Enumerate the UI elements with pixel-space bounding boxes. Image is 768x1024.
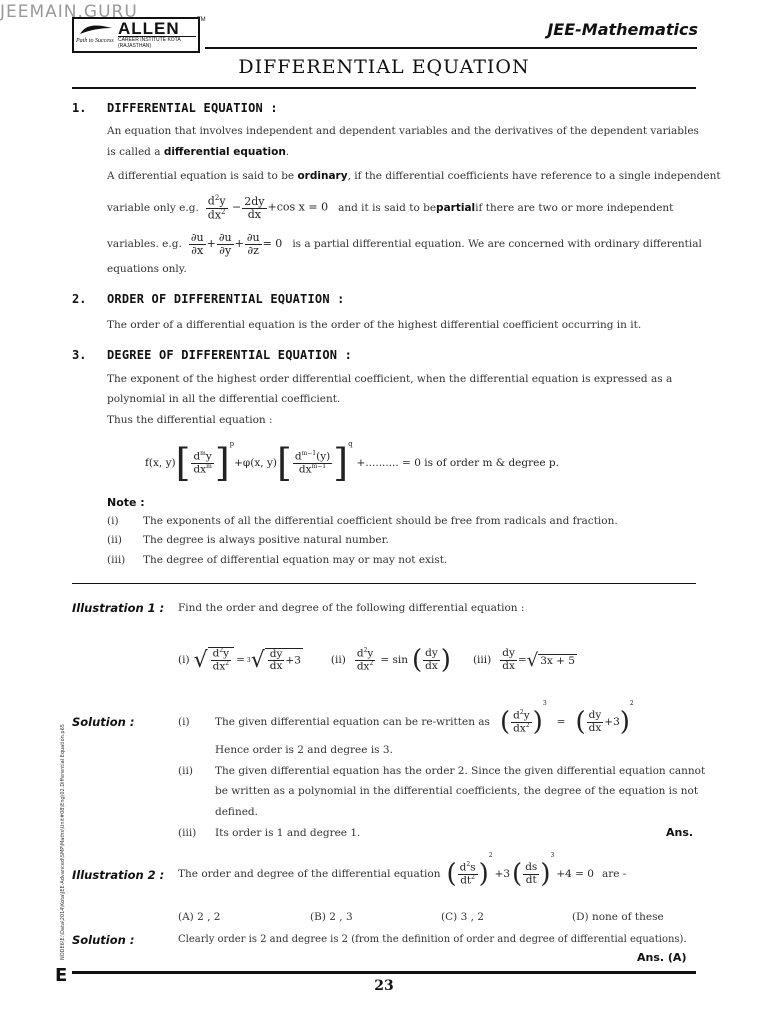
header-rule: [205, 47, 697, 49]
illustration2-equation: The order and degree of the differential equation ( $\frac{d^2s}{dt^2}$ ) 2 +3 ( $\frac{ds}{dt}$ ) 3 +4 = 0 are -: [178, 852, 627, 889]
answer-marker: Ans.: [666, 826, 694, 839]
bold-term: differential equation: [163, 146, 286, 158]
note-heading: Note :: [107, 496, 145, 509]
text: .: [285, 146, 290, 158]
paragraph: Thus the differential equation :: [107, 414, 273, 426]
note-label: (iii): [107, 554, 126, 566]
footer-rule: [72, 971, 696, 974]
illustration-label: Illustration 2 :: [72, 868, 165, 882]
page-title: DIFFERENTIAL EQUATION: [238, 56, 530, 78]
solution-text: Hence order is 2 and degree is 3.: [215, 744, 393, 756]
bold-term: ordinary: [297, 170, 348, 182]
bold-term: partial: [436, 201, 476, 214]
paragraph: The order of a differential equation is the order of the highest differential coefficient occurring in it.: [107, 319, 642, 331]
solution-text: The given differential equation can be re-written as: [215, 716, 490, 728]
section-heading: ORDER OF DIFFERENTIAL EQUATION :: [107, 292, 345, 306]
note-label: (i): [107, 515, 119, 527]
paragraph: [107, 166, 721, 187]
solution-text: The given differential equation has the order 2. Since the given differential equation cannot: [215, 765, 706, 777]
text: is a partial differential equation. We are concerned with ordinary differential: [292, 237, 702, 250]
solution-text: defined.: [215, 806, 258, 818]
title-rule: [72, 87, 696, 89]
paragraph: [107, 226, 702, 262]
text: variable only e.g.: [107, 201, 199, 214]
illustration-prompt: The order and degree of the differential equation: [178, 867, 441, 880]
illustration1-equations: (i) √ $\frac{d^2y}{dx^2}$ = 3 √ $\frac{dy}{dx}$ +3 (ii) $\frac{d^2y}{dx^2}$ = sin ( $\frac{dy}{dx}$ ) (iii) $\frac{dy}{dx}$ = √ 3x + 5: [178, 645, 575, 675]
paragraph: The exponent of the highest order differential coefficient, when the differential equation is expressed as a: [107, 373, 673, 385]
logo-tagline: Path to Success: [76, 38, 114, 44]
solution-text: be written as a polynomial in the differential coefficients, the degree of the equation is not: [215, 785, 699, 797]
illustration-label: Illustration 1 :: [72, 601, 165, 615]
page-number: 23: [374, 978, 394, 994]
paragraph: polynomial in all the differential coefficient.: [107, 393, 341, 405]
solution-part-label: (i): [178, 716, 190, 728]
text: if there are two or more independent: [475, 201, 674, 214]
illustration-tail: are -: [601, 867, 627, 880]
pde-example: $\frac{\partial u}{\partial x}$ + $\frac{\partial u}{\partial y}$ + $\frac{\partial u}{\partial z}$ = 0: [190, 230, 283, 257]
option-d: (D) none of these: [572, 911, 664, 923]
degree-equation: f(x, y) [ $\frac{d^my}{dx^m}$ ] $^p$ +φ(x, y) [ $\frac{d^{m-1}(y)}{dx^{m-1}}$ ] $^q$ +.......... = 0 is of order m & degree p.: [145, 440, 559, 485]
rewritten-equation: ( $\frac{d^2y}{dx^2}$ ) 3 = ( $\frac{dy}{dx}$ +3 ) 2: [500, 700, 634, 737]
ode-example: $\frac{d^2y}{dx^2}$ − $\frac{2dy}{dx}$ +cos x = 0: [207, 194, 329, 222]
note-label: (ii): [107, 534, 122, 546]
option-b: (B) 2 , 3: [310, 911, 353, 923]
section-heading: DEGREE OF DIFFERENTIAL EQUATION :: [107, 348, 353, 362]
solution-label: Solution :: [72, 715, 135, 729]
trademark: TM: [197, 17, 206, 23]
text: variables. e.g.: [107, 237, 182, 250]
paragraph: [107, 190, 673, 226]
solution-text: Its order is 1 and degree 1.: [215, 827, 361, 839]
paragraph: equations only.: [107, 263, 187, 275]
note-item: The exponents of all the differential coefficient should be free from radicals and fraction.: [143, 515, 618, 527]
watermark: JEEMAIN.GURU: [0, 2, 138, 22]
text: is called a: [107, 146, 164, 158]
logo-subtitle: CAREER INSTITUTE KOTA (RAJASTHAN): [118, 36, 196, 49]
part-label: (i): [178, 654, 190, 666]
part-label: (iii): [472, 654, 492, 666]
flame-logo-icon: [78, 22, 114, 36]
edition-mark: E: [55, 965, 68, 986]
solution-text: Clearly order is 2 and degree is 2 (from the definition of order and degree of differential equations).: [178, 934, 687, 945]
file-path-sidebar: [60, 660, 68, 960]
part-label: (ii): [330, 654, 346, 666]
section-number: 2.: [72, 292, 87, 306]
solution-label: Solution :: [72, 933, 135, 947]
text: A differential equation is said to be: [107, 170, 298, 182]
text: , if the differential coefficients have reference to a single independent: [347, 170, 721, 182]
solution-part-label: (ii): [178, 765, 193, 777]
paragraph: An equation that involves independent and dependent variables and the derivatives of the dependent variables: [107, 125, 699, 137]
note-item: The degree is always positive natural number.: [143, 534, 389, 546]
text: and it is said to be: [338, 201, 437, 214]
section-number: 3.: [72, 348, 87, 362]
subject-title: JEE-Mathematics: [547, 20, 698, 39]
note-item: The degree of differential equation may or may not exist.: [143, 554, 448, 566]
option-c: (C) 3 , 2: [441, 911, 484, 923]
solution-part-label: (iii): [178, 827, 197, 839]
answer-marker: Ans. (A): [637, 951, 687, 964]
option-a: (A) 2 , 2: [178, 911, 221, 923]
paragraph: [107, 142, 289, 163]
logo-word: ALLEN: [118, 19, 180, 38]
file-path: NODE6\E:\Data\2014\Kota\JEE-Advanced\SMP\Maths\Unit#08\Eng\02.Differential Equation.p65: [60, 724, 66, 960]
section-number: 1.: [72, 101, 87, 115]
illustration-prompt: Find the order and degree of the following differential equation :: [178, 602, 525, 614]
equation-tail: +.......... = 0 is of order m & degree p.: [356, 457, 559, 469]
allen-logo: [72, 17, 200, 53]
section-heading: DIFFERENTIAL EQUATION :: [107, 101, 278, 115]
section-divider: [72, 583, 696, 584]
